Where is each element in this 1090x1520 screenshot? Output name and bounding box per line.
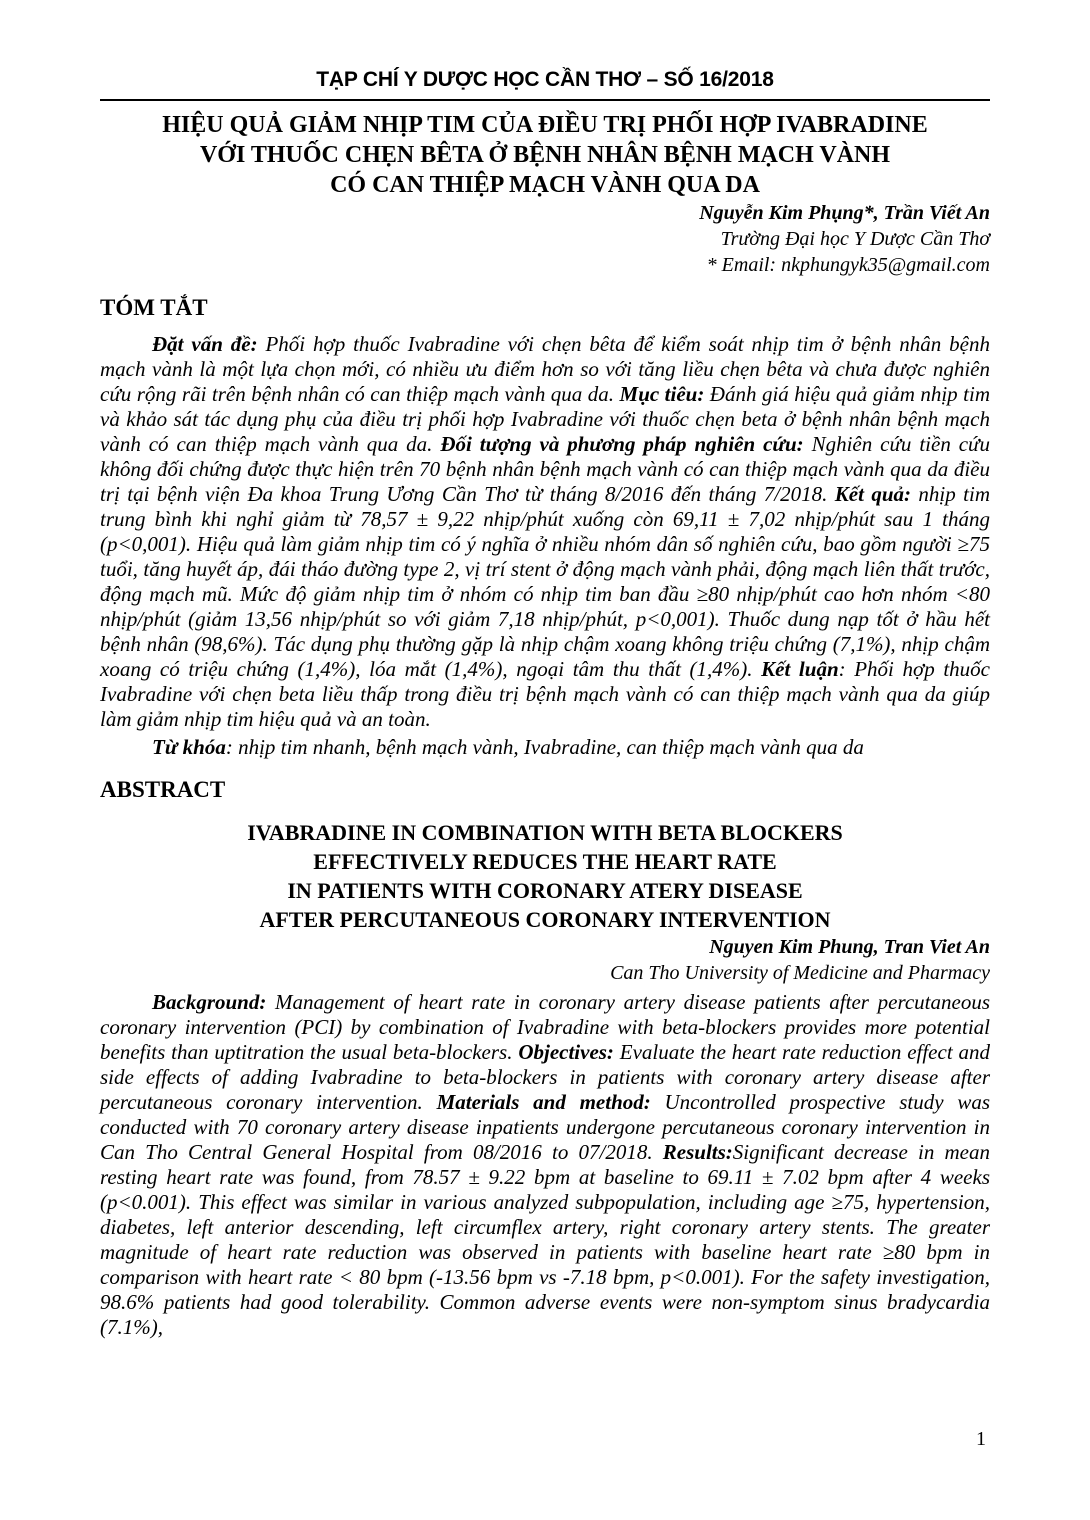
run-in-label-results: Results: (662, 1140, 733, 1164)
header-rule (100, 99, 990, 101)
run-in-label-muc-tieu: Mục tiêu: (619, 382, 705, 406)
en-title-line-1: IVABRADINE IN COMBINATION WITH BETA BLOCKERS (247, 820, 843, 845)
run-in-label-doi-tuong-phuong-phap: Đối tượng và phương pháp nghiên cứu: (440, 432, 804, 456)
section-heading-tom-tat: TÓM TẮT (100, 295, 208, 320)
article-title-en (100, 818, 990, 934)
affiliation-line-vi: Trường Đại học Y Dược Cần Thơ (720, 228, 990, 250)
en-title-line-3: IN PATIENTS WITH CORONARY ATERY DISEASE (287, 878, 803, 903)
authors-line-vi: Nguyễn Kim Phụng*, Trần Viết An (699, 202, 990, 224)
keywords-label: Từ khóa (152, 735, 226, 759)
abstract-text-vi-1: Phối hợp thuốc Ivabradine với chẹn bêta để kiểm soát nhịp tim ở bệnh nhân bệnh mạch vành là một lựa chọn mới, có nhiều ưu điểm hơn so với tăng liều chẹn bêta và chưa được nghiên cứu rộng rãi trên bệnh nhân có can thiệp mạch vành qua da. (100, 332, 990, 406)
email-line: * Email: nkphungyk35@gmail.com (706, 254, 990, 276)
en-bylines (100, 934, 990, 986)
abstract-text-en-2: Evaluate the heart rate reduction effect and side effects of adding Ivabradine to beta-blockers in patients with coronary artery disease after percutaneous coronary intervention. (100, 1040, 991, 1114)
article-title-line-2: VỚI THUỐC CHẸN BÊTA Ở BỆNH NHÂN BỆNH MẠCH VÀNH (199, 142, 891, 168)
en-title-line-4: AFTER PERCUTANEOUS CORONARY INTERVENTION (259, 907, 831, 932)
run-in-label-background: Background: (152, 990, 267, 1014)
en-title-line-2: EFFECTIVELY REDUCES THE HEART RATE (313, 849, 777, 874)
run-in-label-ket-qua: Kết quả: (834, 482, 911, 506)
run-in-label-dat-van-de: Đặt vấn đề: (152, 332, 258, 356)
run-in-label-ket-luan: Kết luận (761, 657, 839, 681)
keywords-text: : nhịp tim nhanh, bệnh mạch vành, Ivabradine, can thiệp mạch vành qua da (225, 735, 864, 759)
abstract-paragraph-en (100, 990, 990, 1340)
run-in-label-objectives: Objectives: (518, 1040, 614, 1064)
abstract-text-vi-2: Đánh giá hiệu quả giảm nhịp tim và khảo sát tác dụng phụ của điều trị phối hợp Ivabradine với thuốc chẹn beta ở bệnh nhân bệnh mạch vành có can thiệp mạch vành qua da. (100, 382, 990, 456)
abstract-text-vi-3: Nghiên cứu tiền cứu không đối chứng được thực hiện trên 70 bệnh nhân bệnh mạch vành có can thiệp mạch vành qua da điều trị tại bệnh viện Đa khoa Trung Ương Cần Thơ từ tháng 8/2016 đến tháng 7/2018. (100, 432, 991, 506)
abstract-text-vi-4: nhịp tim trung bình khi nghỉ giảm từ 78,57 ± 9,22 nhịp/phút xuống còn 69,11 ± 7,02 nhịp/phút sau 1 tháng (p<0,001). Hiệu quả làm giảm nhịp tim có ý nghĩa ở nhiều nhóm dân số nghiên cứu, bao gồm người ≥75 tuổi, tăng huyết áp, đái tháo đường type 2, vị trí stent ở động mạch vành phải, động mạch liên thất trước, động mạch mũ. Mức độ giảm nhịp tim ở nhóm có nhịp tim ban đầu ≥80 nhịp/phút cao hơn nhóm <80 nhịp/phút (giảm 13,56 nhịp/phút so với giảm 7,18 nhịp/phút, p<0,001). Thuốc dung nạp tốt ở hầu hết bệnh nhân (98,6%). Tác dụng phụ thường gặp là nhịp chậm xoang không triệu chứng (7,1%), nhịp chậm xoang có triệu chứng (1,4%), lóa mắt (1,4%), ngoại tâm thu thất (1,4%). (100, 482, 990, 681)
journal-header: TẠP CHÍ Y DƯỢC HỌC CẦN THƠ – SỐ 16/2018 (316, 68, 774, 91)
run-in-label-materials-method: Materials and method: (436, 1090, 651, 1114)
abstract-text-en-3: Uncontrolled prospective study was conducted with 70 coronary artery disease inpatients undergone percutaneous coronary intervention in Can Tho Central General Hospital from 08/2016 to 07/2018. (100, 1090, 991, 1164)
article-title-line-3: CÓ CAN THIỆP MẠCH VÀNH QUA DA (330, 172, 760, 198)
abstract-paragraph-vi (100, 332, 990, 732)
article-title-line-1: HIỆU QUẢ GIẢM NHỊP TIM CỦA ĐIỀU TRỊ PHỐI HỢP IVABRADINE (162, 112, 928, 138)
abstract-text-en-4: Significant decrease in mean resting heart rate was found, from 78.57 ± 9.22 bpm at baseline to 69.11 ± 7.02 bpm after 4 weeks (p<0.001). This effect was similar in various analyzed subpopulation, including age ≥75, hypertension, diabetes, left anterior descending, left circumflex artery, right coronary artery stents. The greater magnitude of heart rate reduction was observed in patients with baseline heart rate ≥80 bpm in comparison with heart rate < 80 bpm (-13.56 bpm vs -7.18 bpm, p<0.001). For the safety investigation, 98.6% patients had good tolerability. Common adverse events were non-symptom sinus bradycardia (7.1%), (100, 1140, 990, 1339)
keywords-line (100, 734, 990, 760)
article-title-vi (100, 110, 990, 200)
abstract-text-en-1: Management of heart rate in coronary artery disease patients after percutaneous coronary intervention (PCI) by combination of Ivabradine with beta-blockers provides more potential benefits than uptitration the usual beta-blockers. (100, 990, 990, 1064)
section-heading-abstract: ABSTRACT (100, 777, 226, 802)
page-number: 1 (976, 1428, 986, 1450)
affiliation-line-en: Can Tho University of Medicine and Pharmacy (610, 962, 990, 984)
abstract-text-vi-5: : Phối hợp thuốc Ivabradine với chẹn beta liều thấp trong điều trị bệnh mạch vành có can thiệp mạch vành qua da giúp làm giảm nhịp tim hiệu quả và an toàn. (100, 657, 990, 731)
authors-line-en: Nguyen Kim Phung, Tran Viet An (709, 936, 990, 958)
